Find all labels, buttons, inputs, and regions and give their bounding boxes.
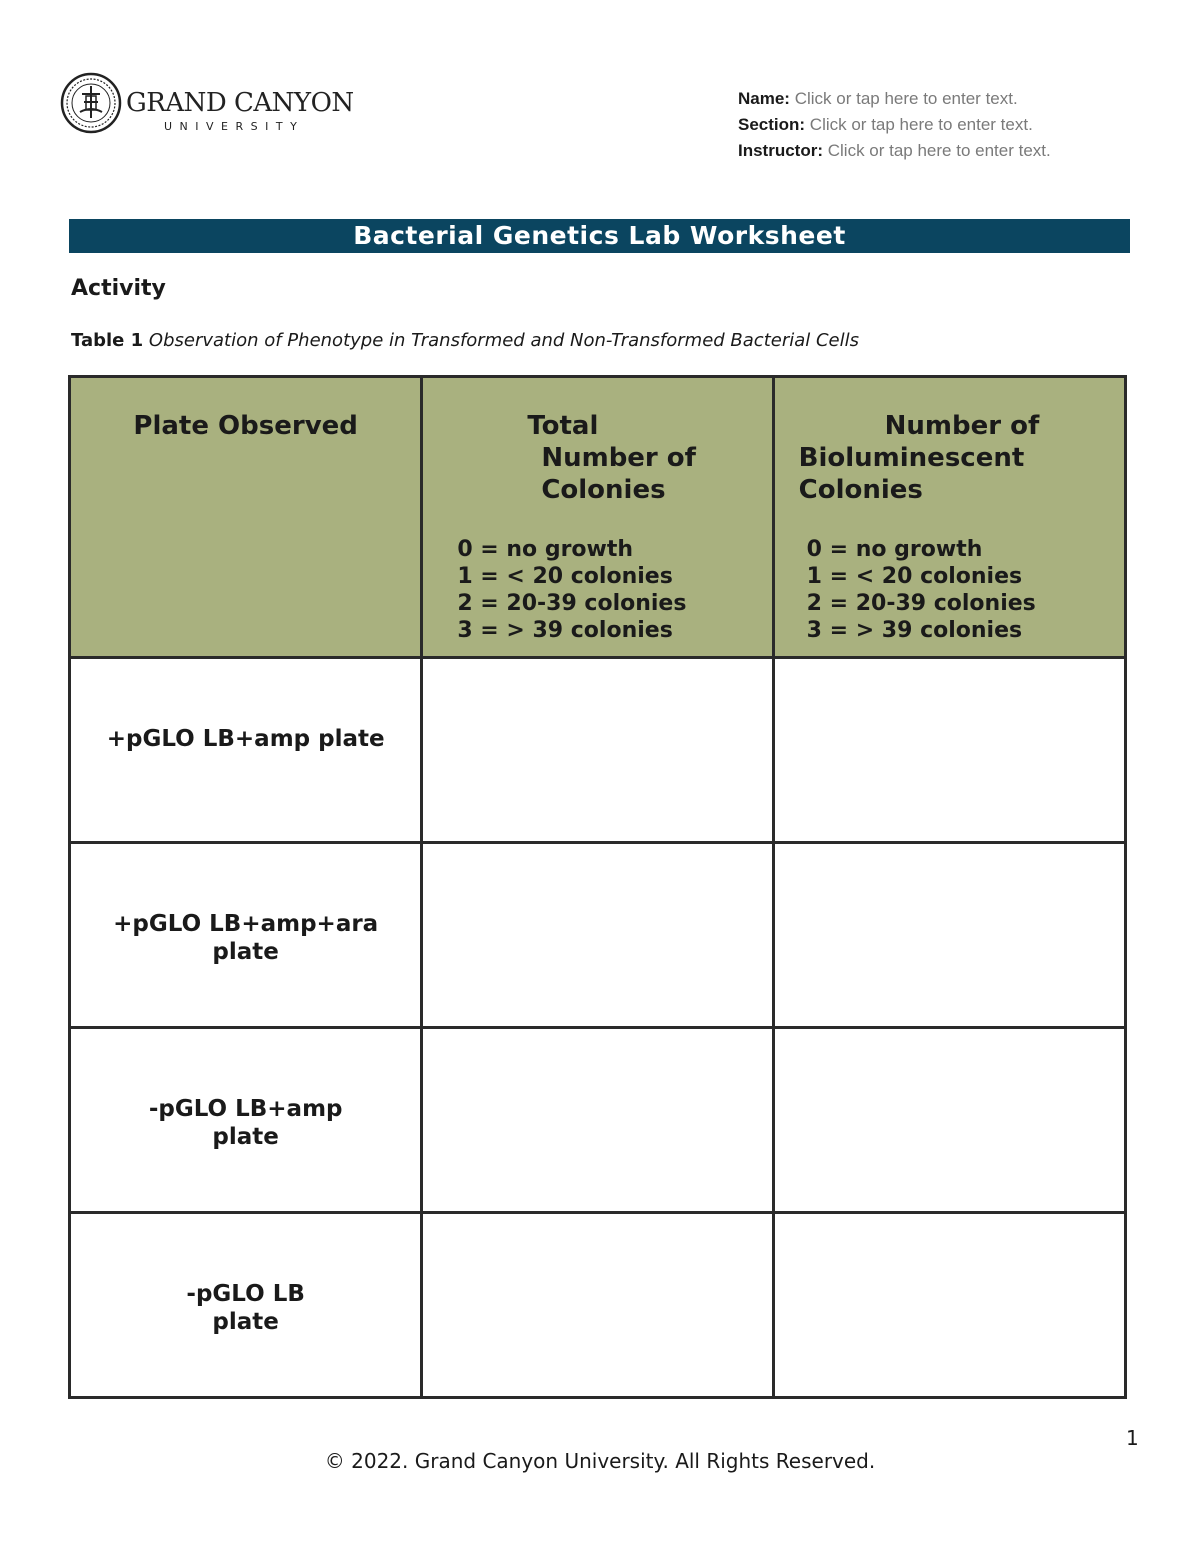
total-colonies-input[interactable] (423, 659, 771, 841)
instructor-input[interactable]: Click or tap here to enter text. (827, 141, 1051, 160)
row-label (71, 844, 420, 966)
bioluminescent-entry-cell[interactable] (773, 843, 1125, 1028)
row-label-line: -pGLO LB+amp (148, 1096, 343, 1122)
row-label-line: +pGLO LB+amp+ara (113, 911, 379, 937)
header-plate-observed-label: Plate Observed (133, 411, 358, 441)
header-total-colonies (422, 377, 773, 658)
scale-line: 2 = 20-39 colonies (806, 591, 1036, 616)
total-colonies-entry-cell[interactable] (422, 1213, 773, 1398)
header-total-line-3: Colonies (541, 475, 666, 505)
total-colonies-entry-cell[interactable] (422, 658, 773, 843)
bioluminescent-entry-cell[interactable] (773, 1028, 1125, 1213)
page-number: 1 (1126, 1426, 1139, 1450)
table-caption (71, 330, 859, 351)
table-caption-number: Table 1 (71, 330, 144, 351)
section-label: Section: (738, 115, 806, 134)
row-label (71, 1029, 420, 1151)
row-label (71, 1214, 420, 1336)
bioluminescent-input[interactable] (775, 1214, 1124, 1396)
row-label-line: plate (212, 1309, 279, 1335)
row-label-line: plate (212, 939, 279, 965)
header-bioluminescent-colonies (773, 377, 1125, 658)
student-info-fields (738, 86, 1051, 164)
activity-heading: Activity (71, 276, 166, 301)
row-label-line: plate (212, 1124, 279, 1150)
table-header-row (70, 377, 1126, 658)
header-bio-line-1: Number of (884, 411, 1040, 441)
total-colonies-input[interactable] (423, 1029, 771, 1211)
scale-line: 1 = < 20 colonies (806, 564, 1023, 589)
table-row (70, 843, 1126, 1028)
bioluminescent-entry-cell[interactable] (773, 658, 1125, 843)
observation-table (68, 375, 1127, 1399)
table-row (70, 1213, 1126, 1398)
bioluminescent-entry-cell[interactable] (773, 1213, 1125, 1398)
row-label-cell (70, 843, 422, 1028)
scale-line: 3 = > 39 colonies (457, 618, 673, 643)
header-bio-line-2: Bioluminescent (798, 443, 1025, 473)
header-total-line-2: Number of (541, 443, 696, 473)
total-colonies-input[interactable] (423, 844, 771, 1026)
university-seal-icon (60, 72, 122, 134)
section-field-row (738, 112, 1051, 138)
scale-line: 2 = 20-39 colonies (457, 591, 687, 616)
header-total-line-1: Total (527, 411, 599, 441)
scale-line: 0 = no growth (457, 537, 634, 562)
section-input[interactable]: Click or tap here to enter text. (809, 115, 1033, 134)
header-plate-observed (70, 377, 422, 658)
copyright-footer: © 2022. Grand Canyon University. All Rights Reserved. (324, 1449, 876, 1473)
total-colonies-entry-cell[interactable] (422, 843, 773, 1028)
table-caption-text: Observation of Phenotype in Transformed and Non-Transformed Bacterial Cells (148, 330, 860, 351)
scale-line: 0 = no growth (806, 537, 983, 562)
university-logo (60, 72, 354, 136)
name-input[interactable]: Click or tap here to enter text. (794, 89, 1018, 108)
row-label-cell (70, 1213, 422, 1398)
header-bio-scale (807, 536, 1124, 644)
header-total-scale (457, 536, 787, 644)
table-row (70, 658, 1126, 843)
logo-wordmark: GRAND CANYON (126, 88, 354, 118)
row-label (71, 659, 420, 753)
row-label-cell (70, 658, 422, 843)
instructor-field-row (738, 138, 1051, 164)
header-bio-line-3: Colonies (798, 475, 923, 505)
name-label: Name: (738, 89, 790, 108)
row-label-line: +pGLO LB+amp plate (106, 726, 385, 752)
table-row (70, 1028, 1126, 1213)
name-field-row (738, 86, 1051, 112)
logo-subtitle: UNIVERSITY (164, 120, 305, 133)
header-bioluminescent-label (775, 378, 1124, 644)
scale-line: 1 = < 20 colonies (457, 564, 673, 589)
bioluminescent-input[interactable] (775, 1029, 1124, 1211)
bioluminescent-input[interactable] (775, 844, 1124, 1026)
instructor-label: Instructor: (738, 141, 823, 160)
row-label-cell (70, 1028, 422, 1213)
row-label-line: -pGLO LB (186, 1281, 305, 1307)
worksheet-title-banner: Bacterial Genetics Lab Worksheet (69, 219, 1130, 253)
total-colonies-entry-cell[interactable] (422, 1028, 773, 1213)
bioluminescent-input[interactable] (775, 659, 1124, 841)
scale-line: 3 = > 39 colonies (806, 618, 1023, 643)
total-colonies-input[interactable] (423, 1214, 771, 1396)
header-total-colonies-label (423, 378, 713, 644)
